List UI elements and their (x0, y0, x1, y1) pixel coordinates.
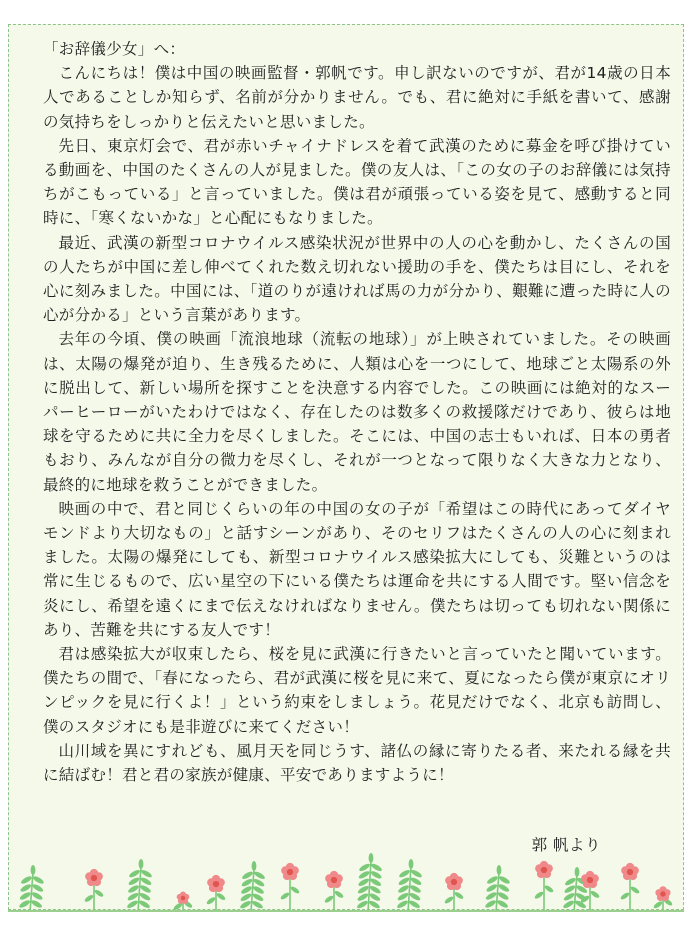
leaf-sprig-icon (562, 867, 589, 912)
letter-paragraph-7: 山川域を異にすれども、風月天を同じうす、諸仏の縁に寄りたる者、来たれる縁を共に結ばむ！君と君の家族が健康、平安でありますように！ (43, 741, 671, 785)
leaf-sprig-icon (356, 853, 383, 912)
pink-flower-icon (324, 871, 345, 912)
pink-flower-icon (653, 886, 674, 912)
pink-flower-icon (620, 863, 641, 912)
leaf-sprig-icon (239, 861, 266, 912)
letter-body (43, 37, 671, 787)
letter-card (8, 24, 684, 910)
leaf-sprig-icon (396, 859, 423, 912)
pink-flower-icon (444, 873, 465, 912)
letter-signature: 郭 帆より (531, 836, 601, 854)
pink-flower-icon (534, 861, 555, 912)
letter-salutation: 「お辞儀少女」へ： (43, 40, 186, 58)
pink-flower-icon (84, 869, 105, 912)
pink-flower-icon (173, 892, 194, 913)
leaf-sprig-icon (126, 859, 153, 912)
ground-line (8, 910, 684, 912)
letter-paragraph-6: 君は感染拡大が収束したら、桜を見に武漢に行きたいと言っていたと聞いています。僕たちの間で、「春になったら、君が武漢に桜を見に来て、夏になったら僕が東京にオリンピックを見に行くよ！」という約束をしましょう。花見だけでなく、北京も訪問し、僕のスタジオにも是非遊びに来てください！ (43, 645, 671, 736)
pink-flower-icon (206, 875, 227, 912)
pink-flower-icon (280, 863, 301, 912)
leaf-sprig-icon (18, 865, 45, 912)
letter-paragraph-4: 去年の今頃、僕の映画「流浪地球（流転の地球）」が上映されていました。その映画は、太陽の爆発が迫り、生き残るために、人類は心を一つにして、地球ごと太陽系の外に脱出して、新しい場所を探すことを決意する内容でした。この映画には絶対的なスーパーヒーローがいたわけではなく、存在したのは数多くの救援隊だけであり、彼らは地球を守るために共に全力を尽くしました。そこには、中国の志士もいれば、日本の勇者もおり、みんなが自分の微力を尽くし、それが一つとなって限りなく大きな力となり、最終的に地球を救うことができました。 (43, 330, 671, 494)
leaf-sprig-icon (484, 865, 511, 912)
letter-paragraph-2: 先日、東京灯会で、君が赤いチャイナドレスを着て武漢のために募金を呼び掛けている動画を、中国のたくさんの人が見ました。僕の友人は、「この女の子のお辞儀には気持ちがこもっている」と言っていました。僕は君が頑張っている姿を見て、感動すると同時に、「寒くないかな」と心配にもなりました。 (43, 136, 671, 228)
flower-border-decoration (8, 848, 684, 914)
letter-paragraph-1: こんにちは！僕は中国の映画監督・郭帆です。申し訳ないのですが、君が14歳の日本人であることしか知らず、名前が分かりません。でも、君に絶対に手紙を書いて、感謝の気持ちをしっかりと伝えたいと思いました。 (43, 64, 671, 131)
letter-paragraph-5: 映画の中で、君と同じくらいの年の中国の女の子が「希望はこの時代にあってダイヤモンドより大切なもの」と話すシーンがあり、そのセリフはたくさんの人の心に刻まれました。太陽の爆発にしても、新型コロナウイルス感染拡大にしても、災難というのは常に生じるもので、広い星空の下にいる僕たちは運命を共にする人間です。堅い信念を炎にし、希望を遠くにまで伝えなければなりません。僕たちは切っても切れない関係にあり、苦難を共にする友人です！ (43, 499, 671, 639)
letter-paragraph-3: 最近、武漢の新型コロナウイルス感染状況が世界中の人の心を動かし、たくさんの国の人たちが中国に差し伸べてくれた数え切れない援助の手を、僕たちは目にし、それを心に刻みました。中国には、「道のりが遠ければ馬の力が分かり、艱難に遭った時に人の心が分かる」という言葉があります。 (43, 233, 671, 325)
